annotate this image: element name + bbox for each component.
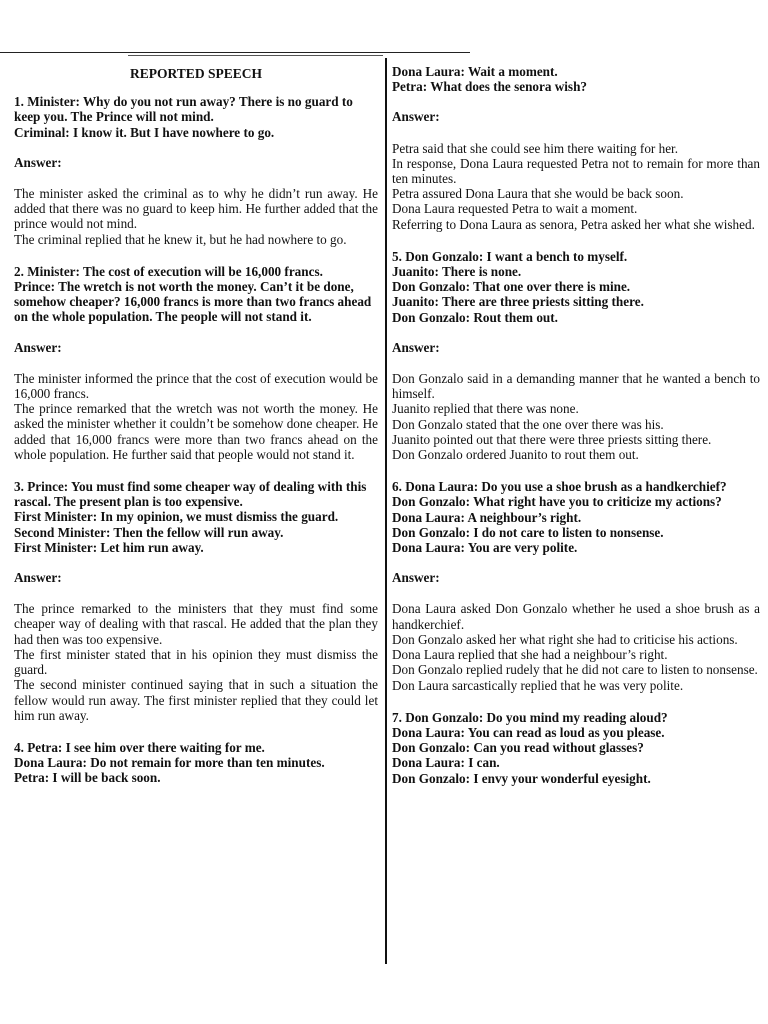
dialogue-line: Petra: I will be back soon. — [14, 770, 161, 786]
dialogue-line: Don Gonzalo: That one over there is mine. — [392, 279, 631, 295]
answer-line: The criminal replied that he knew it, but he had nowhere to go. — [14, 231, 347, 247]
answer-line: Petra assured Dona Laura that she would be back soon. — [392, 186, 684, 202]
dialogue-line: Dona Laura: Wait a moment. — [392, 64, 558, 79]
exercise-block — [392, 479, 760, 692]
column-divider — [385, 58, 387, 964]
page-heading: REPORTED SPEECH — [130, 66, 262, 81]
answer-line: Dona Laura requested Petra to wait a moment. — [392, 201, 638, 217]
answer-line: The second minister continued saying that in such a situation the fellow would run away. The first minister replied that they could let him run away. — [14, 677, 378, 723]
answer-line: The prince remarked that the wretch was not worth the money. He asked the minister whether it couldn’t be somehow done cheaper. He added that 16,000 francs were more than two francs ahead on the whole population. He further said that people would not stand it. — [14, 401, 378, 462]
dialogue-line: 2. Minister: The cost of execution will be 16,000 francs. — [14, 263, 323, 279]
answer-label: Answer: — [392, 570, 440, 586]
answer-line: Dona Laura replied that she had a neighbour’s right. — [392, 647, 668, 663]
dialogue-line: Don Gonzalo: I envy your wonderful eyesight. — [392, 770, 651, 786]
dialogue-line: Dona Laura: I can. — [392, 755, 500, 771]
answer-line: Dona Laura asked Don Gonzalo whether he used a shoe brush as a handkerchief. — [392, 601, 760, 632]
answer-label: Answer: — [392, 109, 440, 125]
dialogue-line: 7. Don Gonzalo: Do you mind my reading aloud? — [392, 709, 668, 725]
answer-line: Don Gonzalo stated that the one over there was his. — [392, 416, 664, 432]
top-rule-secondary — [128, 55, 383, 56]
exercise-block — [392, 249, 760, 462]
answer-line: Don Gonzalo said in a demanding manner that he wanted a bench to himself. — [392, 371, 760, 402]
exercise-block — [392, 710, 760, 786]
answer-label: Answer: — [14, 570, 62, 586]
dialogue-line: Don Gonzalo: Rout them out. — [392, 309, 558, 325]
dialogue-line: Don Gonzalo: Can you read without glasses? — [392, 740, 644, 756]
dialogue-line: Dona Laura: You can read as loud as you please. — [392, 724, 665, 740]
dialogue-line: 5. Don Gonzalo: I want a bench to myself. — [392, 248, 628, 264]
answer-line: The prince remarked to the ministers that they must find some cheaper way of dealing with that rascal. He added that the plan they had then was too expensive. — [14, 601, 378, 647]
answer-line: In response, Dona Laura requested Petra not to remain for more than ten minutes. — [392, 155, 760, 187]
dialogue-line: 4. Petra: I see him over there waiting for me. — [14, 739, 265, 755]
exercise-block — [14, 94, 378, 247]
answer-line: Referring to Dona Laura as senora, Petra asked her what she wished. — [392, 216, 755, 232]
answer-label: Answer: — [14, 154, 62, 170]
answer-line: Don Gonzalo asked her what right she had to criticise his actions. — [392, 631, 738, 647]
answer-line: Don Gonzalo ordered Juanito to rout them out. — [392, 447, 639, 463]
dialogue-line: Dona Laura: A neighbour’s right. — [392, 509, 582, 525]
exercise-block — [392, 64, 760, 232]
answer-line: Juanito pointed out that there were three priests sitting there. — [392, 431, 712, 447]
dialogue-line: Don Gonzalo: What right have you to criticize my actions? — [392, 494, 722, 510]
exercise-block — [14, 264, 378, 462]
answer-line: Don Laura sarcastically replied that he was very polite. — [392, 677, 684, 693]
exercise-block — [14, 479, 378, 723]
answer-label: Answer: — [14, 339, 62, 355]
dialogue-line: Criminal: I know it. But I have nowhere to go. — [14, 124, 275, 140]
dialogue-line: Petra: What does the senora wish? — [392, 79, 587, 95]
dialogue-line: 6. Dona Laura: Do you use a shoe brush as a handkerchief? — [392, 479, 727, 495]
dialogue-line: Second Minister: Then the fellow will run away. — [14, 524, 284, 540]
dialogue-line: First Minister: Let him run away. — [14, 539, 204, 555]
dialogue-line: First Minister: In my opinion, we must dismiss the guard. — [14, 509, 339, 525]
top-rule — [0, 52, 470, 53]
dialogue-line: 3. Prince: You must find some cheaper way of dealing with this rascal. The present plan is too expensive. — [14, 479, 367, 510]
answer-line: Juanito replied that there was none. — [392, 401, 579, 417]
left-column — [14, 64, 378, 803]
answer-line: Don Gonzalo replied rudely that he did not care to listen to nonsense. — [392, 662, 758, 678]
dialogue-line: Dona Laura: Do not remain for more than ten minutes. — [14, 755, 325, 771]
exercise-block — [14, 740, 378, 786]
answer-line: Petra said that she could see him there waiting for her. — [392, 140, 679, 156]
answer-line: The minister informed the prince that the cost of execution would be 16,000 francs. — [14, 370, 378, 402]
answer-line: The first minister stated that in his opinion they must dismiss the guard. — [14, 646, 378, 678]
dialogue-line: Dona Laura: You are very polite. — [392, 540, 578, 556]
right-column — [392, 64, 760, 803]
dialogue-line: 1. Minister: Why do you not run away? There is no guard to keep you. The Prince will not mind. — [14, 94, 353, 125]
dialogue-line: Don Gonzalo: I do not care to listen to nonsense. — [392, 524, 664, 540]
dialogue-line: Juanito: There are three priests sitting there. — [392, 294, 644, 310]
answer-line: The minister asked the criminal as to why he didn’t run away. He added that there was no guard to keep him. He further added that the prince would not mind. — [14, 186, 378, 232]
dialogue-line: Prince: The wretch is not worth the money. Can’t it be done, somehow cheaper? 16,000 francs is more than two francs ahead on the whole population. The people will not stand it. — [14, 279, 372, 325]
dialogue-line: Juanito: There is none. — [392, 264, 522, 280]
answer-label: Answer: — [392, 339, 440, 355]
